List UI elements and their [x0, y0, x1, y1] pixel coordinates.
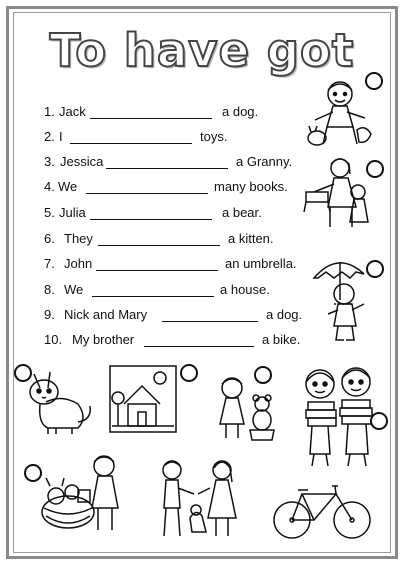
item-5-subject: Julia	[59, 205, 86, 220]
answer-circle-1[interactable]	[365, 72, 383, 90]
answer-circle-2[interactable]	[366, 160, 384, 178]
girl-with-teddy-bear-picture	[210, 374, 280, 444]
item-6-subject: They	[64, 231, 93, 246]
item-6-answer-line[interactable]	[98, 231, 220, 246]
answer-circle-5[interactable]	[180, 364, 198, 382]
bicycle-picture	[272, 480, 372, 544]
item-10-number: 10.	[44, 332, 63, 347]
item-8-subject: We	[64, 282, 84, 297]
item-1-answer-line[interactable]	[90, 104, 212, 119]
item-9-answer-line[interactable]	[162, 307, 258, 322]
item-8-answer-line[interactable]	[92, 282, 214, 297]
kitten-picture	[26, 364, 96, 436]
grandmother-with-girl-picture	[300, 152, 372, 232]
worksheet-title: To have got	[49, 24, 355, 77]
house-picture	[108, 364, 178, 434]
child-with-toys-picture	[36, 452, 126, 540]
item-4-number: 4.	[44, 179, 55, 194]
item-5-answer-line[interactable]	[90, 205, 212, 220]
children-with-books-picture	[300, 364, 380, 472]
item-1-subject: Jack	[59, 104, 86, 119]
item-6-number: 6.	[44, 231, 55, 246]
item-10-answer-line[interactable]	[144, 332, 254, 347]
item-6-ending: a kitten.	[228, 231, 274, 246]
item-5-ending: a bear.	[222, 205, 262, 220]
item-8-ending: a house.	[220, 282, 270, 297]
answer-circle-7[interactable]	[370, 412, 388, 430]
item-3-ending: a Granny.	[236, 154, 293, 169]
item-7-subject: John	[64, 256, 93, 271]
item-9-subject: Nick and Mary	[64, 307, 148, 322]
item-3-subject: Jessica	[60, 154, 104, 169]
item-2-subject: I	[59, 129, 63, 144]
answer-circle-6[interactable]	[254, 366, 272, 384]
item-7-ending: an umbrella.	[225, 256, 297, 271]
item-3-answer-line[interactable]	[106, 154, 228, 169]
item-2-ending: toys.	[200, 129, 228, 144]
item-1-ending: a dog.	[222, 104, 259, 119]
item-10-subject: My brother	[72, 332, 135, 347]
item-4-answer-line[interactable]	[86, 179, 208, 194]
item-4-subject: We	[58, 179, 78, 194]
item-8-number: 8.	[44, 282, 55, 297]
item-3-number: 3.	[44, 154, 55, 169]
item-9-number: 9.	[44, 307, 55, 322]
children-with-dog-picture	[150, 458, 250, 546]
answer-circle-3[interactable]	[366, 260, 384, 278]
item-1-number: 1.	[44, 104, 55, 119]
item-10-ending: a bike.	[262, 332, 301, 347]
child-with-umbrella-picture	[308, 248, 376, 348]
item-9-ending: a dog.	[266, 307, 303, 322]
item-2-answer-line[interactable]	[70, 129, 192, 144]
item-7-answer-line[interactable]	[96, 256, 218, 271]
item-5-number: 5.	[44, 205, 55, 220]
item-4-ending: many books.	[214, 179, 288, 194]
item-7-number: 7.	[44, 256, 55, 271]
item-2-number: 2.	[44, 129, 55, 144]
boy-with-dog-picture	[305, 72, 375, 152]
